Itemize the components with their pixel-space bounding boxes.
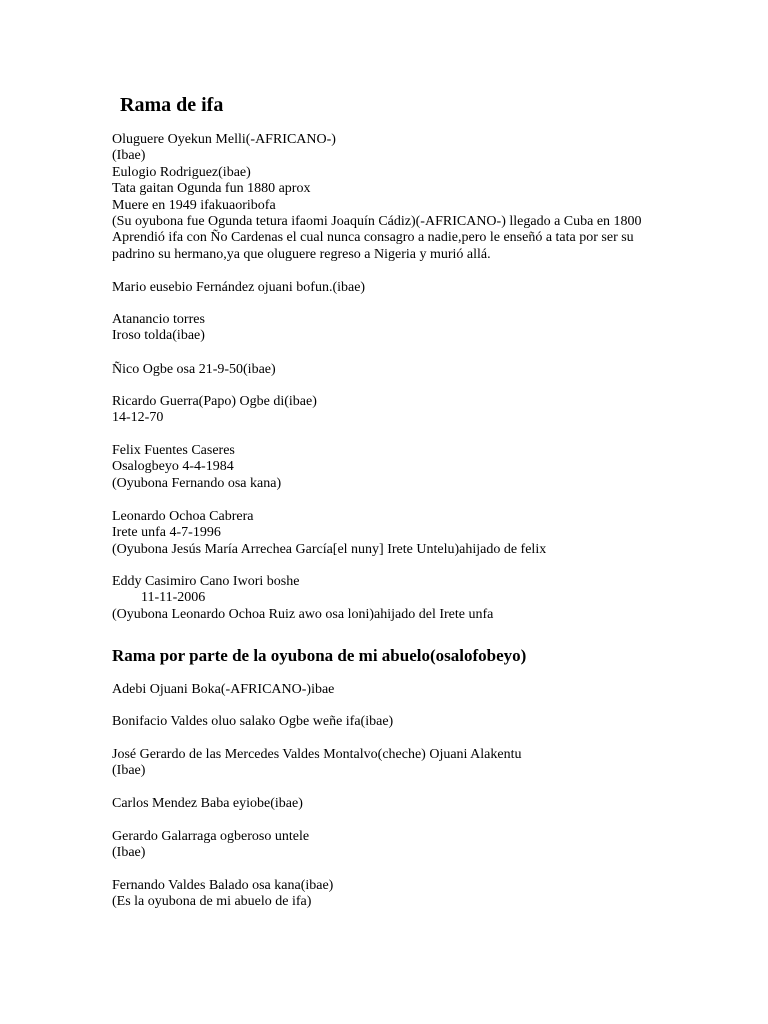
- section-heading: Rama por parte de la oyubona de mi abuelo(osalofobeyo): [112, 646, 527, 665]
- lineage-entry-jose-gerardo: [112, 747, 652, 780]
- lineage-entry-atanancio: [112, 312, 652, 345]
- lineage-entry-mario: [112, 280, 652, 296]
- text-line: (Ibae): [112, 763, 146, 779]
- lineage-entry-ricardo: [112, 394, 652, 427]
- text-line: Carlos Mendez Baba eyiobe(ibae): [112, 796, 303, 811]
- text-line: (Su oyubona fue Ogunda tetura ifaomi Joaquín Cádiz)(-AFRICANO-) llegado a Cuba en 1800: [112, 214, 642, 230]
- text-line: Aprendió ifa con Ño Cardenas el cual nunca consagro a nadie,pero le enseñó a tata por ser su: [112, 230, 634, 246]
- document-title: Rama de ifa: [120, 94, 224, 116]
- lineage-entry-adebi: [112, 682, 652, 698]
- text-line: Oluguere Oyekun Melli(-AFRICANO-): [112, 132, 336, 147]
- text-line: (Ibae): [112, 845, 146, 861]
- lineage-entry-leonardo: [112, 509, 652, 558]
- text-line: (Oyubona Jesús María Arrechea García[el nuny] Irete Untelu)ahijado de felix: [112, 541, 547, 557]
- text-line: Leonardo Ochoa Cabrera: [112, 509, 254, 524]
- text-line: Bonifacio Valdes oluo salako Ogbe weñe ifa(ibae): [112, 714, 394, 729]
- text-line: José Gerardo de las Mercedes Valdes Montalvo(cheche) Ojuani Alakentu: [112, 747, 522, 762]
- lineage-entry-felix: [112, 443, 652, 492]
- lineage-entry-eddy: [112, 574, 652, 623]
- text-line: Gerardo Galarraga ogberoso untele: [112, 829, 310, 844]
- lineage-entry-nico: [112, 362, 652, 378]
- text-line: Mario eusebio Fernández ojuani bofun.(ibae): [112, 280, 366, 295]
- text-line: (Es la oyubona de mi abuelo de ifa): [112, 894, 312, 910]
- text-line: (Oyubona Fernando osa kana): [112, 475, 282, 491]
- text-line: Tata gaitan Ogunda fun 1880 aprox: [112, 181, 311, 197]
- lineage-entry-gerardo-galarraga: [112, 829, 652, 862]
- lineage-entry-oluguere: [112, 132, 652, 263]
- text-line: Irete unfa 4-7-1996: [112, 525, 221, 541]
- text-line: Eddy Casimiro Cano Iwori boshe: [112, 574, 300, 589]
- text-line: Ricardo Guerra(Papo) Ogbe di(ibae): [112, 394, 317, 409]
- text-line: Iroso tolda(ibae): [112, 328, 205, 344]
- text-line: (Oyubona Leonardo Ochoa Ruiz awo osa loni)ahijado del Irete unfa: [112, 606, 494, 622]
- lineage-entry-fernando: [112, 878, 652, 911]
- text-line: (Ibae): [112, 148, 146, 164]
- text-line: Fernando Valdes Balado osa kana(ibae): [112, 878, 334, 893]
- text-line: 11-11-2006: [141, 590, 206, 606]
- text-line: Osalogbeyo 4-4-1984: [112, 459, 234, 475]
- text-line: Atanancio torres: [112, 312, 205, 327]
- text-line: Felix Fuentes Caseres: [112, 443, 235, 458]
- text-line: Eulogio Rodriguez(ibae): [112, 164, 251, 180]
- lineage-entry-bonifacio: [112, 714, 652, 730]
- text-line: 14-12-70: [112, 410, 164, 426]
- text-line: Adebi Ojuani Boka(-AFRICANO-)ibae: [112, 682, 335, 697]
- text-line: Muere en 1949 ifakuaoribofa: [112, 197, 276, 213]
- lineage-entry-carlos: [112, 796, 652, 812]
- text-line: Ñico Ogbe osa 21-9-50(ibae): [112, 362, 276, 377]
- text-line: padrino su hermano,ya que oluguere regreso a Nigeria y murió allá.: [112, 246, 491, 262]
